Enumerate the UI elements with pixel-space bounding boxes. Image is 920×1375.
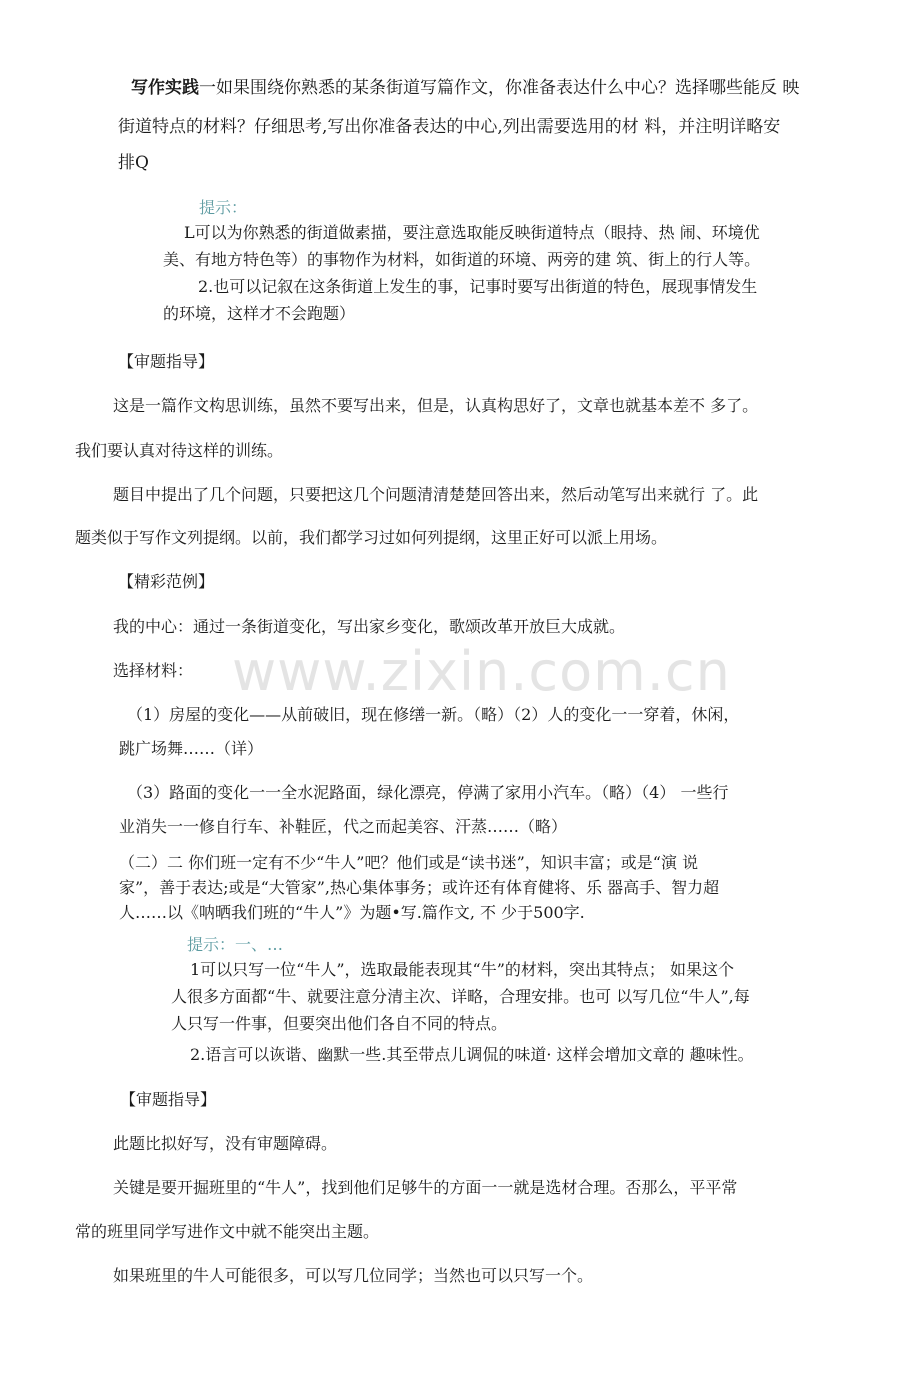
hint1-line-3: 2.也可以记叙在这条街道上发生的事，记事时要写出街道的特色，展现事情发生 (198, 277, 758, 296)
hint1-line-2: 美、有地方特色等）的事物作为材料，如街道的环境、两旁的建 筑、街上的行人等。 (163, 250, 761, 269)
practice-label: 写作实践 (131, 78, 199, 98)
practice-line-2: 街道特点的材料？仔细思考,写出你准备表达的中心,列出需要选用的材 料，并注明详略安 (118, 117, 781, 137)
example-material-1-line-2: 跳广场舞……（详） (119, 739, 264, 758)
practice-line-3: 排Q (118, 153, 149, 173)
guide2-p3: 如果班里的牛人可能很多，可以写几位同学；当然也可以只写一个。 (113, 1266, 594, 1285)
hint2-label-suffix: 一、… (235, 935, 284, 954)
hint2-line-2: 人很多方面都“牛、就要注意分清主次、详略，合理安排。也可 以写几位“牛人”,每 (171, 987, 750, 1006)
example-material-1-line-1: （1）房屋的变化——从前破旧，现在修缮一新。（略）（2）人的变化一一穿着，休闲， (127, 705, 740, 724)
guide2-heading: 【审题指导】 (120, 1090, 217, 1109)
hint1-line-1: L可以为你熟悉的街道做素描，要注意选取能反映街道特点（眼持、热 闹、环境优 (184, 223, 760, 242)
watermark: www.zixin.com.cn (232, 640, 731, 703)
guide1-p1-line-2: 我们要认真对待这样的训练。 (75, 441, 284, 460)
guide1-p2-line-1: 题目中提出了几个问题，只要把这几个问题清清楚楚回答出来，然后动笔写出来就行 了。此 (113, 485, 759, 504)
guide1-heading: 【审题指导】 (118, 352, 215, 371)
hint2-line-4: 2.语言可以诙谐、幽默一些.其至带点儿调侃的味道· 这样会增加文章的 趣味性。 (190, 1045, 754, 1064)
task2-line-3: 人……以《呐晒我们班的“牛人”》为题•写.篇作文, 不 少于500字. (119, 903, 585, 922)
task2-line-1: （二）二 你们班一定有不少“牛人”吧？他们或是“读书迷”，知识丰富；或是“演 说 (119, 853, 699, 872)
hint2-line-3: 人只写一件事，但要突出他们各自不同的特点。 (171, 1014, 508, 1033)
hint2-label-line (187, 932, 283, 955)
hint1-line-4: 的环境，这样才不会跑题） (163, 304, 356, 323)
hint2-label: 提示： (187, 935, 236, 954)
example-materials-label: 选择材料： (113, 661, 194, 680)
guide2-p2-line-2: 常的班里同学写进作文中就不能突出主题。 (75, 1222, 380, 1241)
example-material-2-line-2: 业消失一一修自行车、补鞋匠，代之而起美容、汗蒸……（略） (119, 817, 568, 836)
guide2-p1: 此题比拟好写，没有审题障碍。 (113, 1134, 338, 1153)
example-material-2-line-1: （3）路面的变化一一全水泥路面，绿化漂亮，停满了家用小汽车。（略）（4） 一些行 (127, 783, 729, 802)
example-center: 我的中心：通过一条街道变化，写出家乡变化，歌颂改革开放巨大成就。 (113, 617, 626, 636)
task2-line-2: 家”，善于表达;或是“大管家”,热心集体事务；或许还有体育健将、乐 器高手、智力超 (119, 878, 720, 897)
guide1-p1-line-1: 这是一篇作文构思训练，虽然不要写出来，但是，认真构思好了，文章也就基本差不 多了。 (113, 396, 759, 415)
guide2-p2-line-1: 关键是要开掘班里的“牛人”，找到他们足够牛的方面一一就是选材合理。否那么，平平常 (113, 1178, 738, 1197)
guide1-p2-line-2: 题类似于写作文列提纲。以前，我们都学习过如何列提纲，这里正好可以派上用场。 (75, 528, 668, 547)
hint1-label: 提示： (199, 198, 248, 217)
practice-line-1 (131, 73, 799, 98)
hint2-line-1: 1可以只写一位“牛人”，选取最能表现其“牛”的材料，突出其特点； 如果这个 (190, 960, 734, 979)
practice-text-1: 一如果围绕你熟悉的某条街道写篇作文，你准备表达什么中心？选择哪些能反 映 (199, 78, 800, 98)
example-heading: 【精彩范例】 (118, 572, 215, 591)
